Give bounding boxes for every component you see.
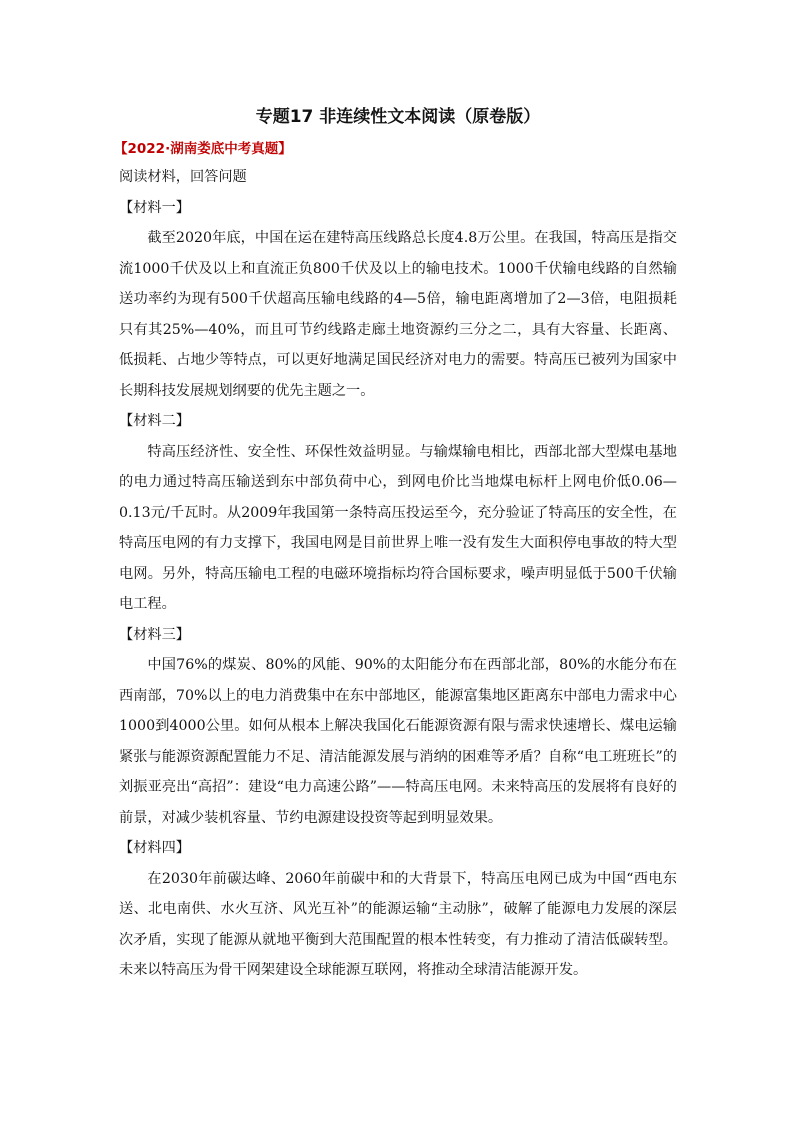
material-3-heading: 【材料三】 bbox=[119, 626, 190, 643]
material-1-heading: 【材料一】 bbox=[119, 199, 190, 216]
material-2-paragraph: 特高压经济性、安全性、环保性效益明显。与输煤输电相比，西部北部大型煤电基地的电力通过特高压输送到东中部负荷中心，到网电价比当地煤电标杆上网电价低0.06—0.13元/千瓦时。从2009年我国第一条特高压投运至今，充分验证了特高压的安全性，在特高压电网的有力支撑下，我国电网是目前世界上唯一没有发生大面积停电事故的特大型电网。另外，特高压输电工程的电磁环境指标均符合国标要求，噪声明显低于500千伏输电工程。 bbox=[119, 443, 677, 612]
material-4-paragraph: 在2030年前碳达峰、2060年前碳中和的大背景下，特高压电网已成为中国“西电东送、北电南供、水火互济、风光互补”的能源运输“主动脉”，破解了能源电力发展的深层次矛盾，实现了能源从就地平衡到大范围配置的根本性转变，有力推动了清洁低碳转型。未来以特高压为骨干网架建设全球能源互联网，将推动全球清洁能源开发。 bbox=[119, 870, 677, 978]
material-3-paragraph: 中国76%的煤炭、80%的风能、90%的太阳能分布在西部北部，80%的水能分布在西南部，70%以上的电力消费集中在东中部地区，能源富集地区距离东中部电力需求中心1000到4000公里。如何从根本上解决我国化石能源资源有限与需求快速增长、煤电运输紧张与能源资源配置能力不足、清洁能源发展与消纳的困难等矛盾？自称“电工班班长”的刘振亚亮出“高招”：建设“电力高速公路”——特高压电网。未来特高压的发展将有良好的前景，对减少装机容量、节约电源建设投资等起到明显效果。 bbox=[119, 657, 677, 826]
material-1-section bbox=[119, 193, 677, 407]
instruction-text: 阅读材料，回答问题 bbox=[119, 169, 247, 185]
material-2-section bbox=[119, 406, 677, 620]
material-2-heading: 【材料二】 bbox=[119, 413, 190, 429]
material-4-heading: 【材料四】 bbox=[119, 840, 190, 856]
material-1-paragraph: 截至2020年底，中国在运在建特高压线路总长度4.8万公里。在我国，特高压是指交流1000千伏及以上和直流正负800千伏及以上的输电技术。1000千伏输电线路的自然输送功率约为现有500千伏超高压输电线路的4—5倍，输电距离增加了2—3倍，电阻损耗只有其25%—40%，而且可节约线路走廊土地资源约三分之二，具有大容量、长距离、低损耗、占地少等特点，可以更好地满足国民经济对电力的需要。特高压已被列为国家中长期科技发展规划纲要的优先主题之一。 bbox=[119, 230, 677, 399]
document-page bbox=[114, 100, 677, 986]
document-title: 专题17 非连续性文本阅读（原卷版） bbox=[255, 107, 541, 127]
material-4-section bbox=[119, 833, 677, 986]
material-3-section bbox=[119, 620, 677, 834]
source-tag: 【2022·湖南娄底中考真题】 bbox=[114, 141, 292, 157]
